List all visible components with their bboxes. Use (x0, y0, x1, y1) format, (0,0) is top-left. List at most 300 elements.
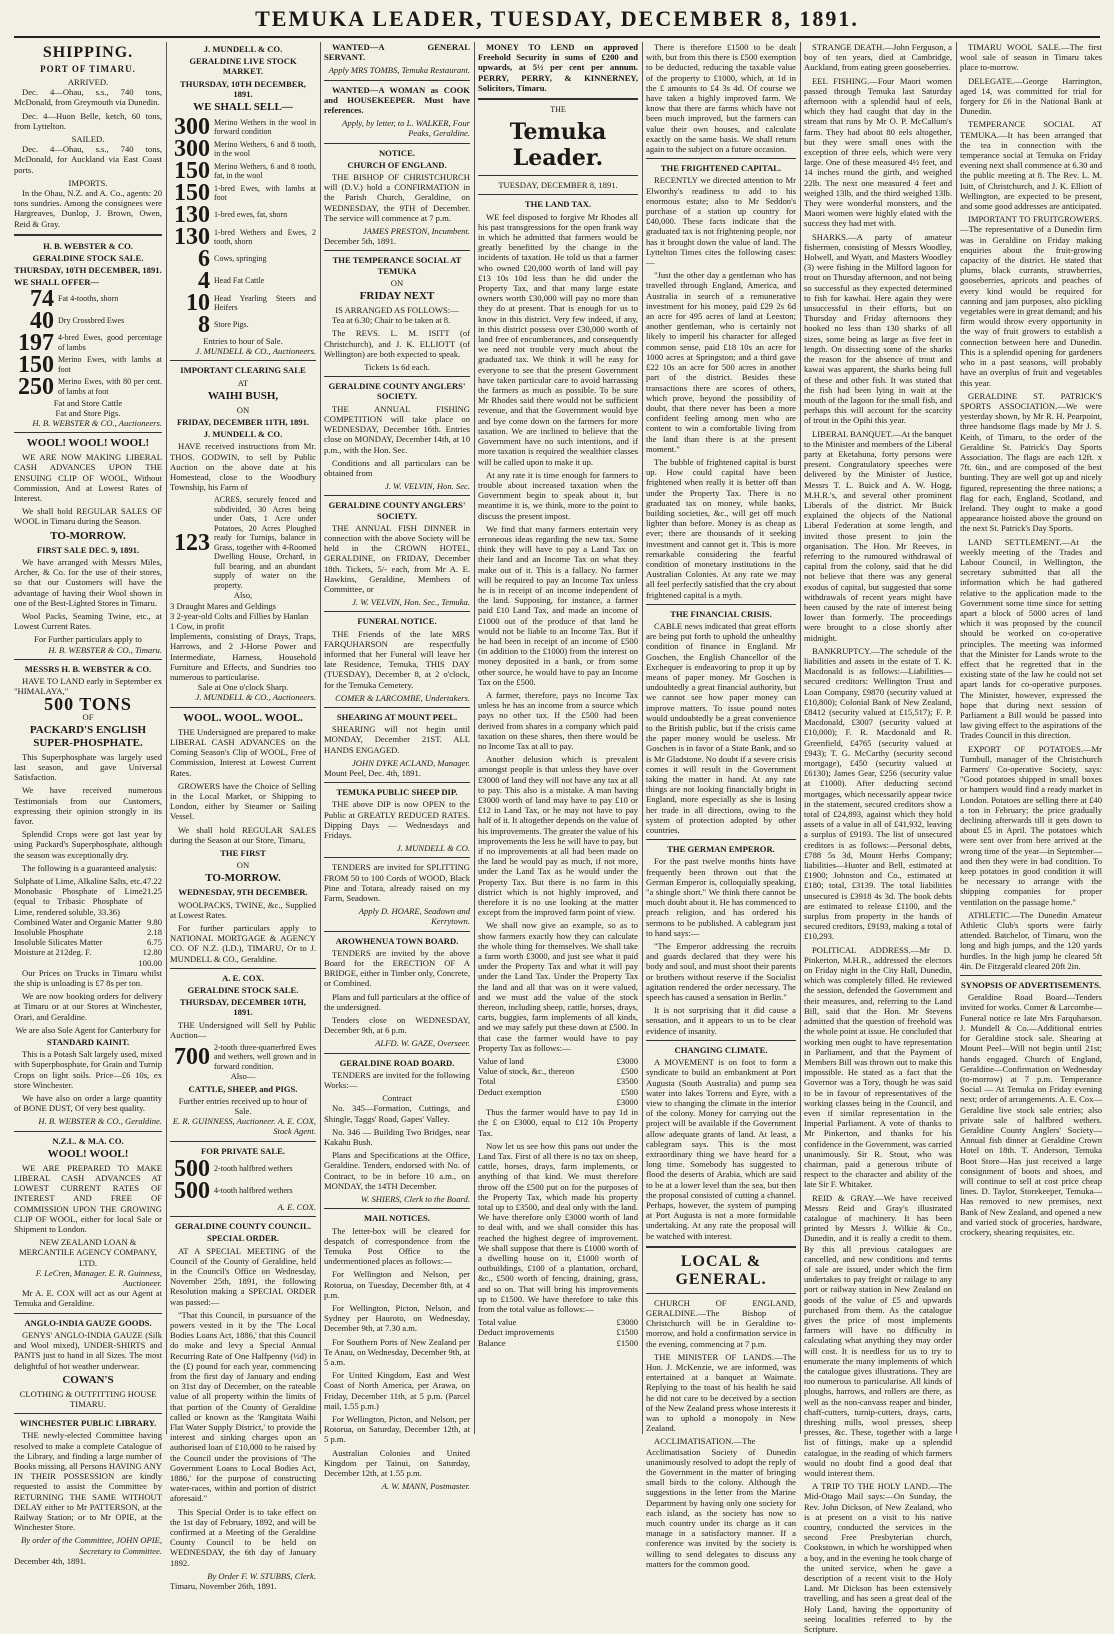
article-paragraph: For the past twelve months hints have frequently been thrown out that the German Emperor is, colloquially speaking, "a shingle short." We think there cannot be much doubt about it. He has commenced to preach religion, and has ordered his sermons to be published. A cablegram just to hand says:— (646, 856, 796, 938)
tax-calculation (478, 1317, 638, 1348)
section-heading: LOCAL & GENERAL. (675, 1252, 767, 1288)
divider (324, 782, 470, 783)
ad-signature: A. W. MANN, Postmaster. (381, 1481, 470, 1492)
value-label: Monobasic Phosphate of Lime (equal to Tribasic Phosphate of Lime, rendered soluble, 33.36) (14, 886, 143, 917)
divider (324, 707, 470, 708)
ad-heading: COWAN'S (62, 1373, 114, 1386)
ad-text: THE BISHOP OF CHRISTCHURCH will (D.V.) hold a CONFIRMATION in the Parish Church, Geraldine, on WEDNESDAY, the 9TH of December. The service will commence at 7 p.m. (324, 172, 470, 223)
value-row (478, 1056, 638, 1066)
ad-date: FRIDAY, DECEMBER 11TH, 1891. (176, 417, 310, 428)
value-amount: £3500 (616, 1076, 638, 1087)
shipping-entry: Dec. 4—Huon Belle, ketch, 60 tons, from Lyttelton. (14, 110, 162, 131)
ad-text: THE above DIP is now OPEN to the Public at GREATLY REDUCED RATES. Dipping Days — Wednesdays and Fridays. (324, 799, 470, 840)
mail-entry: For Wellington and Nelson, per Rotorua, on Tuesday, December 8th, at 4 p.m. (324, 1269, 470, 1300)
news-item: SHARKS.—A party of amateur fishermen, consisting of Messrs Woodley, Holwell, and Wyatt, and Masters Woodley (3) were fishing in the Milford lagoon for trout on Thursday afternoon, and not being so successful as they expected determined to fish for kawhai. Here again they were unsuccessful in their efforts, but on Thursday and Friday afternoons they hooked no less than 130 sharks of all sizes, some being as large as five feet in length. On dissecting some of the sharks the reason for the absence of trout and kawai was apparent, the sharks being full of these and other fish. It was stated that the fish had been lying in wait at the mouth of the lagoon for the small fish, and perhaps this will account for the scarcity of trout in the Opihi this year. (804, 231, 952, 426)
ad-heading: TEMUKA PUBLIC SHEEP DIP. (336, 787, 458, 798)
ad-heading: GERALDINE COUNTY COUNCIL. (174, 1221, 311, 1232)
ad-text: Contract (382, 1093, 412, 1104)
shipping-entry: Dec. 4—Ohau, s.s., 740 tons, McDonald, from Greymouth via Dunedin. (14, 87, 162, 108)
divider (646, 1293, 796, 1294)
ad-text: No. 345—Formation, Cuttings, and Shingle, Taggs' Road, Gapes' Valley. (324, 1103, 470, 1124)
ad-text: We have arranged with Messrs Miles, Archer, & Co. for the use of their stores, so that our Customers will have the advantage of having their Wool shown in one of the Best-Lighted Stores in Timaru. (14, 556, 162, 608)
value-amount: £3000 (616, 1317, 638, 1328)
ad-heading: SHEARING AT MOUNT PEEL. (336, 711, 458, 722)
stock-item (14, 351, 162, 378)
ad-text: IS ARRANGED AS FOLLOWS:— (335, 305, 459, 316)
ad-text: For further particulars apply to NATIONAL MORTGAGE & AGENCY CO. OF N.Z. (LD.), TIMARU, Or to J. MUNDELL & CO., Geraldine. (170, 922, 316, 964)
ad-text: Sale at One o'clock Sharp. (197, 682, 289, 693)
divider (324, 1208, 470, 1209)
tax-calculation (478, 1056, 638, 1107)
ad-text: AT A SPECIAL MEETING of the Council of the County of Geraldine, held in the Council's Office on Wednesday, November 25th, 1891, the following Resolution making a SPECIAL ORDER was passed:— (170, 1245, 316, 1307)
stock-quantity: 130 (174, 224, 210, 251)
column-6 (804, 42, 952, 1634)
value-row (14, 917, 162, 927)
value-row (478, 1327, 638, 1337)
value-amount: £3000 (616, 1056, 638, 1067)
ad-text: Splendid Crops were got last year by using Packard's Superphosphate, although the season was exceptionally dry. (14, 829, 162, 860)
stock-quantity: 40 (30, 307, 54, 334)
stock-item (170, 290, 316, 317)
ad-subheading: GERALDINE STOCK SALE. (32, 253, 144, 264)
article-paragraph: It is not surprising that it did cause a sensation, and it appears to us to be clear evidence of insanity. (646, 1005, 796, 1036)
ad-text: Tenders close on WEDNESDAY, December 9th, at 6 p.m. (324, 1015, 470, 1036)
ad-text: No. 346 — Building Two Bridges, near Kakahu Bush. (324, 1126, 470, 1148)
stock-description: 1-bred ewes, fat, shorn (214, 210, 288, 220)
shipping-entry: Dec. 4—Ohau, s.s., 740 tons, McDonald, for Auckland via East Coast ports. (14, 144, 162, 175)
stock-description: Cows, springing (214, 254, 267, 264)
port-heading: PORT OF TIMARU. (40, 64, 136, 74)
news-item: ATHLETIC.—The Dunedin Amateur Athletic Club's sports were fairly attended. Batchelor, of Timaru, won the long and high jumps, and the 120 yards hurdles. In the high jump he cleared 5ft 4in. De Fitzgerald cleared 20ft 2in. (960, 909, 1102, 971)
divider (14, 1313, 162, 1314)
value-row (14, 927, 162, 937)
value-amount: 6.75 (146, 937, 162, 948)
ad-heading: N.Z.L. & M.A. CO. (52, 1135, 124, 1146)
column-7 (960, 42, 1102, 1434)
column-divider (474, 42, 475, 1434)
ad-text: CLOTHING & OUTFITTING HOUSE TIMARU. (19, 1388, 157, 1409)
value-label: Sulphate of Lime, Alkaline Salts, etc. (14, 875, 143, 886)
stock-quantity: 74 (30, 285, 54, 312)
news-item: LAND SETTLEMENT.—At the weekly meeting of the Trades and Labour Council, in Wellington, the secretary submitted that all the information which he had gathered relative to the application made to the Government some time since for setting apart a block of 5000 acres of land which it was proposed by the council should be worked on co-operative principles. The meeting was informed that the Minister for Lands wrote to the effect that he regretted that in the existing state of the law he could not set apart lands for co-operative purposes. The Minister, however, expressed the hope that during next session of Parliament a Bill would be passed into law giving effect to the aspirations of the Trades Council in this direction. (960, 536, 1102, 741)
stock-item (14, 285, 162, 312)
stock-item (170, 136, 316, 163)
ad-date: THURSDAY, 10TH DECEMBER, 1891. (14, 265, 162, 276)
stock-item (170, 224, 316, 251)
ad-heading: FOR PRIVATE SALE. (201, 1145, 285, 1156)
column-divider (800, 42, 801, 1434)
article-paragraph: RECENTLY we directed attention to Mr Elworthy's readiness to add to his enormous estate; also to Mr Seddon's purchase of a station up country for £40,000. These facts indicate that the graduated tax is not frightening people, nor has it brought down the value of land. The Lyttelton Times cites the following cases:— (646, 175, 796, 268)
article-heading: THE FINANCIAL CRISIS. (670, 608, 772, 619)
stock-quantity: 700 (174, 1044, 210, 1071)
article-paragraph: THE MINISTER OF LANDS.—The Hon. J. McKenzie, we are informed, was entertained at a banquet at Waimate. Replying to the toast of his health he said he did not care to be deceived by a section of the New Zealand press whose interests it was to uphold a monopoly in New Zealand. (646, 1351, 796, 1434)
divider (14, 1131, 162, 1132)
stock-description: Merino Ewes, with lambs at foot (58, 355, 162, 374)
ad-subheading: SPECIAL ORDER. (206, 1233, 280, 1244)
column-5 (646, 42, 796, 1569)
article-paragraph: We shall now give an example, so as to show farmers exactly how they can calculate the whole thing for themselves. We shall take a farm worth £3000, and just see what it paid under the Property Tax and what it will pay under the Land Tax. Under the Property Tax the land and all that was on it were valued, and we must add the value of the stock thereon, including sheep, cattle, horses, drays, carts, buggies, farm implements of all kinds, and we may safely put these down at £500. In that case the farmer would have to pay Property Tax as follows:— (478, 920, 638, 1053)
news-item: TEMPERANCE SOCIAL AT TEMUKA.—It has been arranged that the tea in connection with the temperance social at Temuka on Friday evening next shall commence at 6.30 and the public meeting at 8. The Rev. L. M. Isitt, of Christchurch, and J. K. Elliott of Wellington, are expected to be present, and some good addresses are anticipated. (960, 119, 1102, 212)
ad-text: We have also on order a large quantity of BONE DUST, Of very best quality. (14, 1093, 162, 1114)
ad-heading: WOOL! WOOL! (47, 1147, 129, 1160)
ad-text: THE newly-elected Committee having resolved to make a complete Catalogue of the Library, and finding a large number of Books missing, all Persons HAVING ANY IN THEIR POSSESSION are kindly requested to assist the Committee by RETURNING THE SAME WITHOUT DELAY either to Mr PATTERSON, at the Railway Station; or to Mr OPIE, at the Winchester Store. (14, 1430, 162, 1533)
ad-heading: CATTLE, SHEEP, and PIGS. (188, 1083, 298, 1094)
ad-text: This is a Potash Salt largely used, mixed with Superphosphate, for Grain and Turnip Crops on light soils. Price—£6 10s, ex store Winchester. (14, 1049, 162, 1090)
column-3 (324, 42, 471, 1492)
stock-item (170, 312, 316, 339)
ad-signature: J. W. VELVIN, Hon. Sec. (384, 481, 470, 492)
column-divider (320, 42, 321, 1434)
stock-description: Merino Ewes, with 80 per cent. of lambs at foot (58, 377, 162, 396)
stock-quantity: 300 (174, 136, 210, 163)
ad-text: This Superphosphate was largely used last season, and gave Universal Satisfaction. (14, 751, 162, 783)
value-amount: £500 (620, 1086, 638, 1097)
ad-signature: J. MUNDELL & CO., Auctioneers. (195, 692, 316, 703)
mail-entry: For United Kingdom, East and West Coast of North America, per Arawa, on Friday, December 11th, at 5 p.m. (Parcel mail, 1.55 p.m.) (324, 1370, 470, 1411)
article-heading: CHANGING CLIMATE. (674, 1044, 768, 1055)
ad-text: Plans and Specifications at the Office, Geraldine. Tenders, endorsed with No. of Contract, to be in before 10 a.m., on MONDAY, the 14TH December. (324, 1150, 470, 1191)
ad-text: HAVE received instructions from Mr. THOS. GODWIN, to sell by Public Auction on the above date at his Homestead, close to the Woodbury Township, his Farm of (170, 441, 316, 493)
ad-text: Entries to hour of Sale. (203, 336, 283, 347)
article-paragraph: A MOVEMENT is on foot to form a syndicate to build an embankment at Port Augusta (South Australia) and pump sea water into lakes Torrens and Eyre, with a view to changing the climate in the interior of the colony. Money for carrying out the project will be available if the Government allow adequate grants of land. At least, a cablegram says. This is the most extraordinary thing we have heard for a long time. Somebody has suggested to flood the deserts of Arabia, which are said to be at a lower level than the sea, but then the proposal consisted of cutting a channel. Perhaps, however, the system of pumping at Port Augusta is not a more formidable undertaking. At any rate the proposal will be watched with interest. (646, 1057, 796, 1241)
arrived-label: ARRIVED. (67, 77, 109, 87)
ad-signature: W. SHIERS, Clerk to the Board. (360, 1194, 470, 1205)
ad-signature: Apply, by letter, to L. WALKER, Four Peaks, Geraldine. (342, 118, 470, 139)
stock-description: 1-bred Ewes, with lambs at foot (214, 183, 316, 203)
value-label: Deduct exemption (478, 1086, 542, 1097)
value-row (478, 1338, 638, 1348)
value-row (478, 1087, 638, 1097)
stock-item (170, 114, 316, 141)
stock-item (170, 158, 316, 185)
ad-text: Further entries received up to hour of Sale. (178, 1095, 308, 1117)
ad-subheading: GERALDINE LIVE STOCK MARKET. (189, 56, 297, 77)
stock-item (170, 1155, 316, 1182)
masthead: TEMUKA LEADER, TUESDAY, DECEMBER 8, 1891. (255, 6, 859, 31)
value-label: Value of land (478, 1056, 524, 1067)
value-row (478, 1066, 638, 1076)
value-label: Moisture at 212deg. F. (14, 947, 92, 958)
ad-text: We are now booking orders for delivery at Timaru or at our Stores at Winchester, Orari, and Geraldine. (14, 991, 162, 1022)
ad-signature: J. W. VELVIN, Hon. Sec., Temuka. (352, 597, 470, 608)
ad-date: December 4th, 1891. (14, 1555, 87, 1566)
stock-quantity: 150 (174, 158, 210, 185)
ad-text: ON (390, 277, 404, 288)
paper-title-block (478, 105, 638, 195)
ad-text: THE Friends of the late MRS FARQUHARSON are respectfully informed that her Funeral will leave her late Residence, Temuka, THIS DAY (TUESDAY), December 8, at 2 o'clock, for the Temuka Cemetery. (324, 628, 470, 690)
news-item: EEL FISHING.—Four Maori women passed through Temuka last Saturday afternoon with a splendid haul of eels, which they had caught that day in the stream that runs by Mr O. P. McCallum's farm. They had about 80 eels altogether, but they were small ones with the exception of three eels, which were very large. One of these measured 4½ feet, and 14 inches round the girth, and weighed 22lb. The next one measured 4 feet and weighed 13lb, and the third weighed 13lb. They were wonderful monsters, and the Maori women were highly elated with the success they had met with. (804, 75, 952, 229)
stock-item (170, 246, 316, 273)
value-row (478, 1097, 638, 1107)
ad-heading: WINCHESTER PUBLIC LIBRARY. (19, 1418, 157, 1429)
ad-heading: IMPORTANT CLEARING SALE (180, 365, 306, 376)
news-item: BANKRUPTCY.—The schedule of the liabilities and assets in the estate of T. K. Macdonald is as follows:—Liabilities—secured creditors: Wellington Trust and Loan Company, £9870 (security valued at £10,800); Colonial Bank of New Zealand, £8412 (security valued at £15,517); F. P. Macdonald, £3007 (security valued at £10,000); F. R. Macdonald and R. Greenfield, £4765 (security valued at £943); T. G. McCarthy (security second mortgage), £450 (security valued at £6130); James Gear, £256 (security value at £1000). After deducting second mortgages, which necessarily appear twice in the statement, secured creditors show a total of £24,893, against which they hold assets of a value in all of £41,932, leaving a surplus of £9193. The list of unsecured creditors is as follows:—Personal debts, £788 5s 3d, Mount Herbs Company; liabilities—Hunter and Bell, estimated at £1900; Johnston and Co., estimated at £180; total, £3139. The total liabilities unsecured is £3918 4s 3d. The book debts are estimated to release £1100, and the surplus from property in the hands of secured creditors, £9193, making a total of £10,293. (804, 645, 952, 942)
masthead-rule (14, 36, 1100, 38)
article-paragraph: Another delusion which is prevalent amongst people is that unless they have over £3000 of land they will not have any tax at all to pay. This also is a mistake. A man having £3000 worth of land may have to pay £10 or £12 in Land Tax, or he may not have to pay half of it. It altogether depends on the value of his improvements. The greater the value of his improvements the less he will have to pay, but if no improvements at all had been made on the land he would pay as much, if not more, under the Land Tax as he would under the Property Tax. But there is no farm in this district which is not highly improved, and therefore it is no use looking at the matter except from the improved farm point of view. (478, 754, 638, 918)
sailed-label: SAILED. (71, 134, 105, 145)
mail-entry: For Wellington, Picton, and Nelson, per Rotorua, on Saturday, December 12th, at 5 p.m. (324, 1413, 470, 1445)
value-label: Balance (478, 1337, 506, 1348)
article-paragraph: The bubble of frightened capital is burst up. How could capital have been frightened when really it is better off than under the Property Tax. There is no graduated tax on money, while banks, building societies, &c., will get off much lighter than before. Money is as cheap as ever; there are thousands of it seeking investment and cannot get it. This is more remarkable considering the fearful condition of monetary institutions in the Australian Colonies. At any rate we may all feel perfectly satisfied that the cry about frightened capital is a myth. (646, 456, 796, 600)
value-row (14, 958, 162, 968)
ad-heading: TO-MORROW. (50, 529, 126, 542)
column-1 (14, 42, 162, 1566)
shipping-heading: SHIPPING. (42, 44, 134, 61)
stock-quantity: 8 (198, 312, 210, 339)
divider (324, 611, 470, 612)
ad-heading: WAIHI BUSH, (207, 389, 279, 402)
news-item: GERALDINE ST. PATRICK'S SPORTS ASSOCIATION.—We were yesterday shown, by Mr R. H. Pearpoint, three handsome flags made by Mr J. S. Keith, of Timaru, to the order of the Geraldine St. Patrick's Day Sports Association. The flags are each 12ft. x 7ft. 6in., and are composed of the best bunting. They are well got up and nicely figured, representing the three nations; a flag for each, England, Scotland, and Ireland. They ought to make a good appearance hoisted above the ground on the next St. Patrick's Day Sports. (960, 390, 1102, 534)
ad-heading: MESSRS H. B. WEBSTER & CO. (24, 663, 152, 674)
value-amount: £3000 (616, 1096, 638, 1107)
ad-banner: 500 TONS (44, 694, 132, 715)
stock-description: 2-tooth halfbred wethers (214, 1164, 293, 1174)
value-row (14, 886, 162, 917)
ad-text: AT (237, 377, 249, 388)
divider (478, 175, 638, 176)
divider (14, 234, 162, 236)
ad-subheading: GERALDINE STOCK SALE. (187, 984, 299, 995)
divider (646, 1246, 796, 1248)
ad-date: THURSDAY, 10TH DECEMBER, 1891. (180, 78, 306, 99)
ad-text: TENDERS are invited for the following Works:— (324, 1069, 470, 1091)
ad-date: THURSDAY, DECEMBER 10TH, 1891. (180, 997, 306, 1018)
ad-text: The following is a guaranteed analysis: (22, 862, 157, 873)
divider (170, 968, 316, 969)
ad-text: THE Undersigned are prepared to make LIBERAL CASH ADVANCES on the Coming Season's Clip of WOOL, Free of Commission, Interest at Lowest Current Rates. (170, 726, 316, 778)
ad-text: WANTED—A GENERAL SERVANT. (324, 42, 470, 63)
divider (14, 659, 162, 660)
ad-signature: By order of the Committee, JOHN OPIE, Secretary to Committee. (21, 1535, 162, 1556)
value-row (14, 876, 162, 886)
ad-text: ON (236, 404, 250, 415)
analysis-table (14, 876, 162, 968)
divider (646, 604, 796, 605)
article-paragraph: At any rate it is time enough for farmers to trouble about increased taxation when the Government begin to speak about it, but meantime it is, we think, more to the point to discuss the present impost. (478, 469, 638, 521)
article-paragraph: We find that many farmers entertain very erroneous ideas regarding the new tax. Some think they will have to pay a Land Tax on their land and an Income Tax on what they make out of it. This is a fallacy. No farmer will be required to pay an Income Tax unless he is in receipt of an income independent of the land. Supposing, for instance, a farmer paid £10 Land Tax, and made an income of £1000 out of the produce of that land he would not be liable to an Income Tax. But if he had been in receipt of an income of £500 (in addition to the £1000) from the interest on money deposited in a bank, or from some other source, he would have to pay an Income Tax on the £500. (478, 523, 638, 687)
divider (324, 143, 470, 144)
column-divider (642, 42, 643, 1434)
imports-label: IMPORTS. (68, 177, 108, 188)
value-amount: 47.22 (142, 875, 162, 886)
stock-description: ACRES, securely fenced and subdivided, 30 Acres being under Oats, 1 Acre under Potatoes, 20 Acres Ploughed ready for Turnips, balance in Grass, together with 4-Roomed Dwelling House, Orchard, in full bearing, and an abundant supply of water on the property. (214, 495, 316, 590)
divider (646, 1040, 796, 1041)
value-row (14, 947, 162, 957)
title-the: THE (550, 105, 566, 115)
news-item: EXPORT OF POTATOES.—Mr Turnbull, manager of the Christchurch Farmers' Co-operative Society, says: "Good potatoes shipped in small boxes or hampers would find a ready market in London. Potatoes are selling there at £40 a ton in February; the price gradually declining afterwards till it gets down to about £5 in April. The potatoes which were sent over from here arrived at the wrong time of the year—in September—and then they were in bad condition. To keep potatoes in good condition it will be necessary to arrange with the shipping companies for proper ventilation on the passage home." (960, 743, 1102, 907)
ad-text: Our Prices on Trucks in Timaru whilst the ship is unloading is £7 8s per ton. (14, 967, 162, 988)
ad-heading: A. E. COX. (222, 972, 264, 983)
ad-signature: H. B. WEBSTER & CO., Geraldine. (38, 1116, 162, 1127)
stock-quantity: 197 (18, 329, 54, 356)
stock-quantity: 500 (174, 1155, 210, 1182)
article-paragraph: CHURCH OF ENGLAND, GERALDINE.—The Bishop of Christchurch will be in Geraldine to-morrow, and hold a confirmation service in the evening, commencing at 7 p.m. (646, 1297, 796, 1349)
stock-quantity: 6 (198, 246, 210, 273)
ad-signature: JAMES PRESTON, Incumbent. (362, 226, 470, 237)
ad-text: The REVS. L. M. ISITT (of Christchurch), and J. K. ELLIOTT (of Wellington) are both expected to speak. (324, 328, 470, 359)
value-amount: £1500 (616, 1337, 638, 1348)
ad-text: MONEY TO LEND on approved Freehold Security in sums of £200 and upwards, at 5½ per cent per annum. PERRY, PERRY, & KINNERNEY, Solicitors, Timaru. (478, 42, 638, 93)
article-paragraph: WE feel disposed to forgive Mr Rhodes all his past transgressions for the open frank way in which he admitted that farmers would be greatly benefitted by the change in the incidents of taxation. He told us that a farmer who owned £20,000 worth of land will pay £13 10s 10d less than he did under the Property Tax, and that many large estate owners worth £30,000 will pay no more than they do at present. That is enough for us to know in this district. Very few indeed, if any, in this district possess over £30,000 worth of land free of encumberances, and consequently we need not trouble very much about the graduated tax. We think it will be easy for everyone to see that the present Government have taken particular care to avoid harrassing the farmers as much as possible. To be sure Mr Rhodes said there would not be sufficient revenue, and that the Government would bye and bye come down on the farmers for more taxation. We are inclined to believe that the Government have no such intentions, and if more taxation is required the wealthier classes will be called upon to make it up. (478, 211, 638, 467)
ad-intro: WE SHALL SELL— (193, 101, 293, 114)
ad-text: Plans and full particulars at the office of the undersigned. (324, 991, 471, 1012)
column-divider (166, 42, 167, 1434)
ad-text: This Special Order is to take effect on the 1st day of February, 1892, and will be confirmed at a Meeting of the Geraldine County Council to be held on WEDNESDAY, the 6th day of January 1892. (170, 1506, 316, 1568)
stock-description: Dry Crossbred Ewes (58, 315, 125, 325)
ad-signature: A. E. COX. (277, 1201, 316, 1212)
ad-text: Also, (233, 590, 253, 601)
value-label: Total (478, 1076, 496, 1087)
stock-item (170, 495, 316, 590)
stock-description: Head Fat Cattle (214, 276, 265, 286)
value-amount: 2.18 (146, 926, 162, 937)
ad-heading: NOTICE. (378, 147, 416, 158)
ad-signature: By Order F. W. STUBBS, Clerk. (207, 1570, 316, 1581)
article-paragraph: A farmer, therefore, pays no Income Tax unless he has an income from a source which pays no other tax. If the £500 had been derived from shares in a company which paid taxation on these shares, then there would be no Income Tax at all to pay. (478, 689, 638, 751)
stock-quantity: 123 (174, 529, 210, 556)
divider (324, 80, 470, 81)
ad-subheading: FIRST SALE DEC. 9, 1891. (36, 544, 140, 555)
ad-text: For Further particulars apply to (34, 634, 142, 645)
ad-text: Tickets 1s 6d each. (364, 362, 430, 373)
stock-description: 4-tooth halfbred wethers (214, 1186, 293, 1196)
ad-signature: JOHN DYKE ACLAND, Manager. (351, 757, 470, 768)
ad-signature: ALFD. W. GAZE, Overseer. (375, 1038, 470, 1049)
ad-text: We are also Sole Agent for Canterbury for (15, 1024, 161, 1035)
value-amount: 21.25 (142, 886, 162, 897)
ad-text: SHEARING will not begin until MONDAY, December 21ST. ALL HANDS ENGAGED. (324, 724, 470, 755)
stock-quantity: 300 (174, 114, 210, 141)
ad-heading: FRIDAY NEXT (359, 290, 435, 303)
ad-heading: J. MUNDELL & CO. (203, 44, 283, 54)
ad-text: Tea at 6.30; Chair to be taken at 8. (332, 315, 451, 326)
ad-signature: E. R. GUINNESS, Auctioneer. A. E. COX, Stock Agent. (172, 1116, 316, 1137)
article-paragraph: Thus the farmer would have to pay 1d in the £ on £3000, equal to £12 10s Property Tax. (478, 1107, 638, 1138)
ad-heading: THE TEMPERANCE SOCIAL AT TEMUKA (332, 255, 462, 276)
ad-subheading: CHURCH OF ENGLAND. (347, 159, 447, 170)
ad-text: 3 Draught Mares and Geldings 3 2-year-old Colts and Fillies by Hanlan 1 Cow, in profit Implements, consisting of Drays, Traps, Harrows, and 2 J-Horse Power and Intermediate, Harness, Household Furniture and Effects, and Sundries too numerous to particularise. (170, 600, 316, 683)
divider (324, 376, 470, 377)
stock-item (170, 180, 316, 207)
ad-text: "That this Council, in pursuance of the powers vested in it by the 'The Local Bodies Loans Act, 1886,' that this Council do make and levy a Special Annual Recurring Rate of One Halfpenny (½d) in the (£) pound for each year, commencing from the first day of January and ending on 31st day of December, on the rateable value of all property within the limits of that portion of the County of Geraldine called or known as the 'Rangitata Waihi Flat Water Supply District,' to provide the interest and sinking charges upon an authorised loan of £10,000 to be raised by the Council under the provisions of 'The Government Loans to Local Bodies Act, 1886,' for the purpose of constructing water-races, within and portion of district aforesaid." (170, 1309, 316, 1504)
stock-item (170, 1043, 316, 1072)
value-row (14, 937, 162, 947)
divider (170, 360, 316, 361)
stock-item (14, 329, 162, 356)
value-label: Insoluble Phosphate (14, 926, 84, 937)
ad-heading: H. B. WEBSTER & CO. (43, 240, 133, 251)
ad-heading: STANDARD KAINIT. (46, 1037, 130, 1048)
ad-text: We shall hold REGULAR SALES OF WOOL in Timaru during the Season. (14, 506, 162, 527)
ad-text: HAVE TO LAND early in September ex "HIMALAYA," (14, 675, 162, 697)
divider (324, 857, 470, 858)
paper-title: Temuka Leader. (509, 119, 607, 172)
stock-item (14, 373, 162, 400)
ad-text: WANTED—A WOMAN as COOK and HOUSEKEEPER. Must have references. (324, 84, 470, 116)
ad-intro: WE SHALL OFFER— (14, 277, 99, 288)
ad-text: TENDERS are invited for SPLITTING FROM 50 to 100 Cords of WOOD, Black Pine and Totara, already raised on my Farm, Seadown. (324, 862, 470, 904)
ad-heading: WOOL! WOOL! WOOL! (26, 437, 150, 450)
ad-heading: J. MUNDELL & CO. (203, 429, 283, 440)
value-amount: 100.00 (138, 957, 162, 968)
ad-text: Mr A. E. COX will act as our Agent at Temuka and Geraldine. (14, 1288, 162, 1309)
stock-description: 4-bred Ewes, good percentage of lambs (58, 333, 162, 352)
article-heading: THE GERMAN EMPEROR. (667, 844, 775, 855)
article-paragraph: CABLE news indicated that great efforts are being put forth to uphold the unhealthy condition of finance in England. Mr Goschen, the English Chancellor of the Exchequer is endeavoring to prop it up by means of paper money. Mr Goschen is undoubtedly a great financial authority, but we cannot see how paper money can improve matters. To issue pound notes would undoubtedly be a great convenience to the British public, but if the crisis came the paper money would be useless. Mr Goschen is in favor of a State Bank, and so is Mr Gladstone. No doubt if a severe crisis comes it will result in the Government taking the matter in hand. At any rate things are not looking financially bright in England, more especially as she is losing her trade in all directions, owing to the system of protection adopted by other countries. (646, 620, 796, 836)
ad-date: Timaru, November 26th, 1891. (170, 1581, 277, 1591)
divider (324, 250, 470, 251)
ad-heading: FUNERAL NOTICE. (357, 616, 437, 627)
divider (646, 158, 796, 159)
value-label: Combined Water and Organic Matter (14, 916, 142, 927)
value-label: Insoluble Silicates Matter (14, 937, 103, 948)
value-label: Total value (478, 1317, 517, 1328)
ad-text: Also— (230, 1071, 256, 1082)
ad-text: Conditions and all particulars can be obtained from (324, 457, 470, 478)
ad-signature: J. MUNDELL & CO. (396, 843, 470, 854)
ad-text: WOOLPACKS, TWINE, &c., Supplied at Lowest Rates. (170, 899, 316, 920)
news-item: REID & GRAY.—We have received Messrs Reid and Gray's illustrated catalogue of machinery. It has been printed by Messrs J. Wilkie & Co., Dunedin, and it is really a credit to them. By this all previous catalogues are cancelled, and new conditions and terms of sale are issued, under which the firm undertakes to pay freight or railage to any port or railway station in New Zealand on goods of the value of £5 and upwards purchased from them. As the catalogue gives the price of most implements farmers will have no difficulty in calculating what anything they may order will cost. It is needless for us to try to enumerate the many implements of which the catalogue gives illustrations. They are too numerous to particularise. All kinds of ploughs, harrows, and rollers are there, as well as the non-canvass reaper and binder, chaff-cutters, turnip-cutters, drays, carts, threshing mills, wool presses, sheep presses, &c. These, together with a large list of fittings, make up a splendid catalogue, in the reading of which farmers would no doubt find a good deal that would interest them. (804, 1192, 952, 1479)
stock-item (170, 202, 316, 229)
ad-text: THE ANNUAL FISH DINNER in connection with the above Society will be held in the CROWN HOTEL, GERALDINE, on FRIDAY, December 18th. Tickets, 5/- each, from Mr A. E. Hawkins, Geraldine, Members of Committee, or (324, 522, 470, 594)
divider (478, 98, 638, 100)
stock-quantity: 150 (174, 180, 210, 207)
value-amount: £1500 (616, 1327, 638, 1338)
divider (646, 839, 796, 840)
ad-date: WEDNESDAY, 9TH DECEMBER. (178, 887, 308, 898)
news-item: TIMARU WOOL SALE.—The first wool sale of season in Timaru takes place to-morrow. (960, 42, 1102, 73)
article-heading: THE FRIGHTENED CAPITAL. (660, 163, 782, 174)
ad-date: Mount Peel, Dec. 4th, 1891. (324, 767, 421, 778)
stock-description: Head Yearling Steers and Heifers (214, 293, 316, 313)
ad-text: NEW ZEALAND LOAN & MERCANTILE AGENCY COMPANY, LTD. (19, 1237, 157, 1268)
stock-description: Fat 4-tooths, shorn (58, 293, 119, 303)
ad-text: We have received numerous Testimonials from our Customers, expressing their opinion strongly in its favor. (14, 785, 162, 826)
divider (478, 194, 638, 195)
value-label: Value of stock, &c., thereon (478, 1066, 575, 1077)
ad-heading: WOOL. WOOL. WOOL. (183, 711, 303, 724)
section-heading: SYNOPSIS OF ADVERTISEMENTS. (960, 980, 1102, 991)
value-row (478, 1076, 638, 1086)
ad-signature: H. B. WEBSTER & CO., Timaru. (48, 644, 162, 655)
issue-date: TUESDAY, DECEMBER 8, 1891. (498, 180, 618, 191)
divider (14, 432, 162, 433)
stock-item (14, 307, 162, 334)
ad-signature: Apply MRS TOMBS, Temuka Restaurant. (328, 65, 470, 76)
ad-text: Fat and Store Cattle Fat and Store Pigs. (53, 397, 123, 418)
ad-signature: F. LeCren, Manager. E. R. Guinness, Auctioneer. (35, 1267, 162, 1289)
ad-heading: GERALDINE COUNTY ANGLERS' SOCIETY. (328, 500, 466, 521)
stock-description: 1-bred Wethers and Ewes, 2 tooth, shorn (214, 227, 316, 247)
ad-signature: COMER & LARCOMBE, Undertakers. (335, 692, 470, 703)
ad-heading: ANGLO-INDIA GAUZE GOODS. (24, 1317, 152, 1328)
ad-text: ON (236, 860, 250, 871)
divider (324, 1053, 470, 1054)
ad-heading: GERALDINE ROAD BOARD. (339, 1057, 455, 1068)
stock-quantity: 4 (198, 268, 210, 295)
ad-text: The letter-box will be cleared for despatch of correspondence from the Temuka Post Office to the undermentioned places as follows:— (324, 1225, 470, 1267)
stock-quantity: 500 (174, 1177, 210, 1204)
synopsis-text: Geraldine Road Board—Tenders invited for works. Comer & Larcombe—Funeral notice re late Mrs Farquharson. J. Mundell & Co.—Additional entries for Geraldine stock sale. Shearing at Mount Peel—Will not begin until 21st; hands engaged. Church of England, Geraldine—Confirmation on Wednesday (to-morrow) at 7 p.m. Temperance Social — At Temuka on Friday evening next; order of arrangements. A. E. Cox—Geraldine live stock sale entries; also private sale of halfbred wethers. Geraldine County Anglers' Society—Annual fish dinner at Geraldine Crown Hotel on 18th. T. Anderson, Temuka Boot Store—Has just received a large consignment of boots and shoes, and will continue to sell at cost price cheap lines. D. Taylor, Storekeeper, Temuka—Has removed to new premises, next Bank of New Zealand, and opened a new and varied stock of groceries, hardware, crockery, shearing requisites, etc. (960, 992, 1102, 1237)
column-4 (478, 42, 638, 1434)
ad-text: WE ARE NOW MAKING LIBERAL CASH ADVANCES UPON THE ENSUING CLIP OF WOOL, Without Commission, And at Lowest Rates of Interest. (14, 452, 162, 504)
ad-heading: GERALDINE COUNTY ANGLERS' SOCIETY. (328, 381, 466, 402)
ad-signature: Apply D. HOARE, Seadown and Kerrytown. (358, 906, 470, 927)
divider (324, 931, 470, 932)
stock-list (14, 285, 162, 400)
news-item: IMPORTANT TO FRUITGROWERS.—The representative of a Dunedin firm was in Geraldine on Friday making enquiries about the fruit-growing capacity of the district. He stated that plums, black currants, strawberries, gooseberries, apricots and peaches of every kind would be required for canning and jam purposes, also pickling vegetables were in great demand; and his firm would throw every opportunity in the way of fruit growers to establish a connection between here and Dunedin. This is a splendid opening for gardeners who in a past seasons, will probably have an overplus of fruit and vegetables this year. (960, 214, 1102, 388)
stock-item (170, 268, 316, 295)
